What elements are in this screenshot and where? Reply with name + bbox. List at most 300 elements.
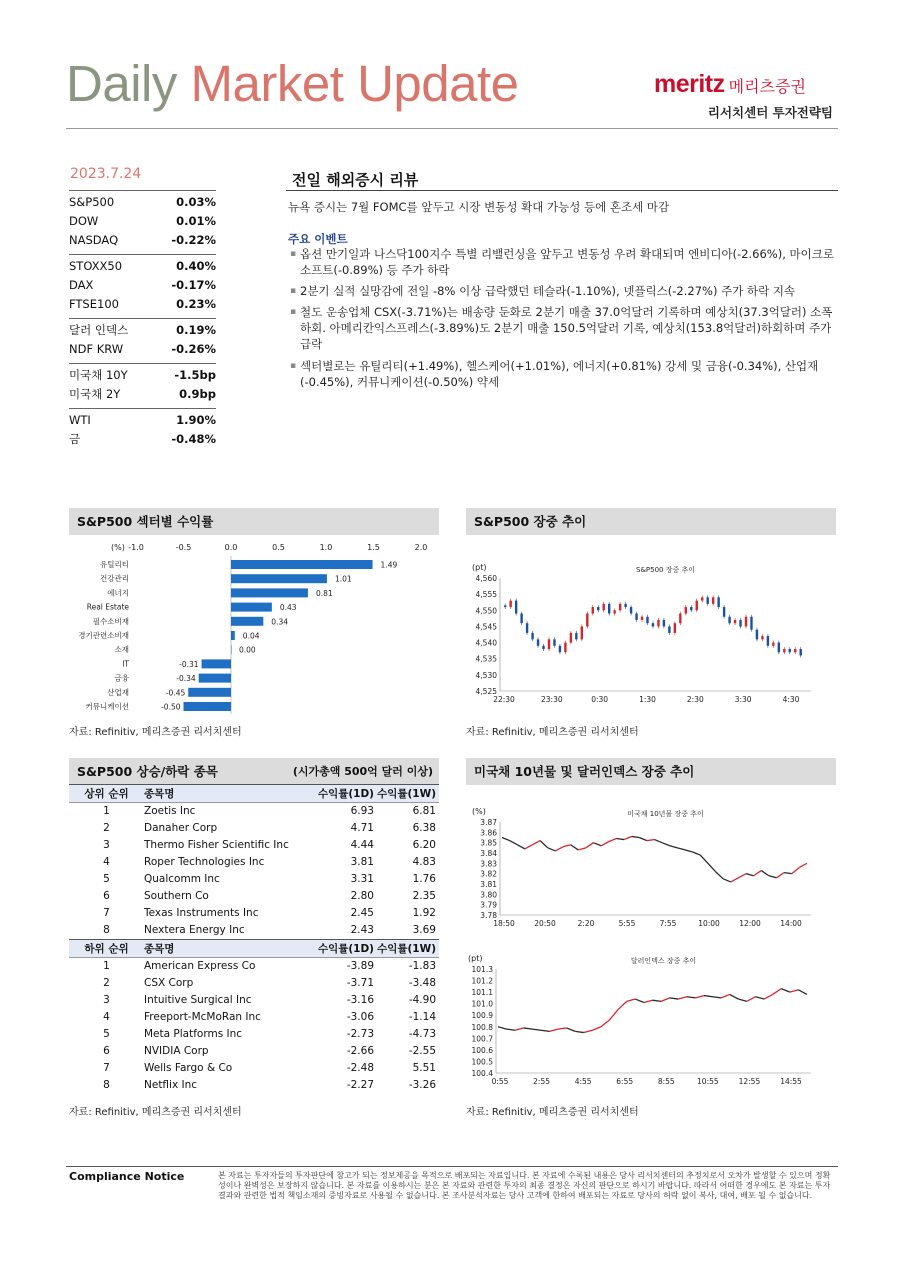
series-segment: [662, 843, 670, 846]
sector-bar: [202, 659, 231, 668]
series-segment: [632, 836, 640, 837]
x-tick-label: 10:55: [697, 1077, 719, 1086]
x-tick-label: 0:55: [491, 1077, 509, 1086]
compliance-notice: 본 자료는 투자자들의 투자판단에 참고가 되는 정보제공을 목적으로 배포되는 자료입니다. 본 자료에 수록된 내용은 당사 리서치센터의 추정치로서 오차가 발생할 수 있으며 정확성이나 완벽성은 보장하지 않습니다. 본 자료를 이용하시는 분은 본 자료와 관련한 투자의 최종 결정은 자신의 판단으로 하시기 바랍니다. 따라서 어떠한 경우에도 본 자료는 투자 결과와 관련한 법적 책임소재의 증빙자료로 사용될 수 없습니다. 본 조사분석자료는 당사 고객에 한하여 배포되는 자료로 당사의 허락 없이 복사, 대여, 배포 될 수 없습니다.: [218, 1171, 831, 1200]
candle-body: [756, 630, 758, 640]
sector-bar: [231, 603, 272, 612]
table-cell: 6.38: [412, 822, 436, 834]
candle-body: [531, 633, 533, 639]
y-tick-label: 3.82: [480, 869, 497, 879]
table-cell: 2: [103, 977, 110, 989]
y-tick-label: 3.84: [480, 849, 497, 858]
series-segment: [524, 1028, 533, 1029]
y-tick-label: 100.6: [471, 1045, 493, 1055]
table-cell: 5: [103, 873, 110, 885]
table-cell: 3.81: [350, 856, 374, 868]
y-tick-label: 4,535: [475, 654, 497, 664]
table-cell: Thermo Fisher Scientific Inc: [144, 839, 289, 851]
table-cell: Meta Platforms Inc: [144, 1028, 243, 1040]
table-row: [69, 1060, 439, 1077]
review-divider: [286, 190, 838, 191]
table-cell: Intuitive Surgical Inc: [144, 994, 252, 1006]
value-label: -0.45: [165, 688, 186, 698]
candle-body: [772, 643, 774, 646]
y-tick-label: 4,525: [475, 687, 497, 696]
series-segment: [738, 999, 747, 1001]
candle-body: [592, 607, 594, 613]
x-tick-label: 0:30: [591, 695, 609, 704]
index-group: [69, 190, 216, 250]
series-segment: [790, 990, 799, 992]
series-segment: [730, 994, 739, 999]
candle-body: [783, 649, 785, 652]
series-segment: [586, 843, 594, 848]
indices-table: [69, 190, 216, 453]
series-segment: [601, 1020, 610, 1027]
table-cell: -3.89: [346, 960, 374, 972]
table-header: [69, 939, 439, 958]
candle-body: [624, 604, 626, 607]
index-value: 0.40%: [176, 259, 216, 273]
column-header: 종목명: [144, 943, 175, 955]
table-cell: 5: [103, 1028, 110, 1040]
candle-body: [734, 620, 736, 623]
table-cell: 1.76: [412, 873, 436, 885]
series-segment: [567, 1028, 576, 1031]
x-tick-label: 10:00: [698, 919, 720, 928]
table-cell: 8: [103, 924, 110, 936]
x-tick-label: 8:55: [657, 1077, 675, 1086]
series-segment: [555, 847, 563, 851]
index-group: [69, 254, 216, 314]
index-row: [69, 411, 216, 430]
table-cell: -2.66: [346, 1045, 374, 1057]
index-row: [69, 430, 216, 449]
table-cell: -3.06: [346, 1011, 374, 1023]
event-bullet: ▪ 옵션 만기일과 나스닥100지수 특별 리밸런싱을 앞두고 변동성 우려 확대되며 엔비디아(-2.66%), 마이크로소프트(-0.89%) 등 주가 하락: [290, 246, 835, 278]
index-row: [69, 366, 216, 385]
series-segment: [792, 867, 800, 873]
table-row: [69, 922, 439, 939]
category-label: 유틸리티: [100, 560, 129, 569]
series-segment: [610, 1009, 619, 1019]
table-row: [69, 905, 439, 922]
table-cell: -3.71: [346, 977, 374, 989]
series-segment: [670, 846, 678, 848]
series-segment: [507, 1029, 516, 1030]
table-cell: Qualcomm Inc: [144, 873, 220, 885]
table-cell: 6.93: [350, 805, 374, 817]
series-segment: [677, 848, 685, 850]
candle-body: [509, 601, 511, 607]
series-segment: [533, 841, 541, 845]
logo-brand: meritz: [654, 70, 725, 98]
table-cell: 3: [103, 994, 110, 1006]
title-word-daily: Daily: [66, 55, 177, 112]
x-tick-label: 1.5: [367, 543, 380, 552]
column-header: 종목명: [144, 788, 175, 800]
series-segment: [721, 994, 730, 997]
series-segment: [609, 839, 617, 842]
candle-body: [641, 617, 643, 620]
x-tick-label: 1:30: [639, 695, 656, 704]
candle-body: [745, 617, 747, 627]
series-segment: [540, 841, 548, 848]
candle-body: [537, 639, 539, 645]
series-segment: [695, 996, 704, 998]
candle-body: [663, 620, 665, 626]
y-tick-label: 100.8: [471, 1022, 493, 1032]
candle-body: [767, 636, 769, 646]
series-segment: [773, 989, 782, 995]
y-tick-label: 3.79: [480, 900, 497, 910]
table-cell: -4.73: [408, 1028, 436, 1040]
table-cell: 1.92: [412, 907, 436, 919]
series-segment: [678, 997, 687, 999]
category-label: 에너지: [107, 588, 129, 598]
y-tick-label: 3.87: [480, 818, 497, 827]
value-label: 0.00: [239, 645, 256, 655]
series-segment: [532, 1029, 541, 1030]
table-cell: Southern Co: [144, 890, 209, 902]
table-cell: -2.73: [346, 1028, 374, 1040]
index-name: S&P500: [69, 195, 115, 209]
y-tick-label: 4,540: [475, 638, 497, 648]
candle-body: [575, 633, 577, 639]
series-segment: [510, 841, 518, 845]
series-segment: [713, 997, 722, 998]
movers-title: S&P500 상승/하락 종목: [77, 764, 218, 779]
series-segment: [627, 999, 636, 1001]
sp500-intraday-chart: [466, 545, 836, 717]
table-cell: 3.31: [350, 873, 374, 885]
candle-body: [696, 601, 698, 611]
category-label: 필수소비재: [92, 616, 129, 626]
y-tick-label: 101.1: [471, 988, 493, 998]
series-segment: [708, 863, 716, 871]
series-segment: [754, 871, 762, 876]
table-row: [69, 958, 439, 975]
series-segment: [498, 1027, 507, 1029]
table-cell: Zoetis Inc: [144, 805, 196, 817]
sector-bar: [199, 674, 231, 683]
axis-unit-label: (%): [472, 807, 486, 816]
series-segment: [746, 874, 754, 876]
category-label: 소재: [114, 645, 129, 655]
candle-body: [526, 623, 528, 633]
table-cell: -2.48: [346, 1062, 374, 1074]
sector-bar: [184, 702, 232, 711]
movers-unit: (시가총액 500억 달러 이상): [292, 765, 433, 778]
column-header: 수익률(1W): [377, 788, 436, 800]
table-cell: CSX Corp: [144, 977, 194, 989]
value-label: 1.01: [334, 574, 352, 584]
x-tick-label: 18:50: [493, 919, 515, 928]
table-cell: Texas Instruments Inc: [144, 907, 259, 919]
index-value: 0.03%: [176, 195, 216, 209]
table-cell: 4: [103, 856, 110, 868]
index-group: [69, 408, 216, 449]
candle-body: [701, 597, 703, 600]
series-segment: [704, 996, 713, 997]
table-cell: 8: [103, 1079, 110, 1091]
y-tick-label: 3.78: [480, 911, 497, 920]
candle-body: [586, 614, 588, 627]
candle-body: [603, 604, 605, 610]
movers-panel-header: [69, 758, 439, 785]
series-segment: [653, 1000, 662, 1001]
index-name: FTSE100: [69, 297, 119, 311]
category-label: 커뮤니케이션: [85, 702, 129, 711]
index-value: -0.48%: [171, 432, 216, 446]
series-segment: [550, 1029, 559, 1031]
candle-body: [778, 643, 780, 653]
table-cell: -4.90: [408, 994, 436, 1006]
table-cell: 7: [103, 907, 110, 919]
column-header: 하위 순위: [84, 943, 129, 955]
index-row: [69, 231, 216, 250]
column-header: 수익률(1D): [317, 788, 374, 800]
y-tick-label: 3.80: [480, 890, 497, 900]
x-tick-label: 14:55: [780, 1077, 802, 1086]
source-note: 자료: Refinitiv, 메리츠증권 리서치센터: [69, 727, 242, 738]
logo-brand-kr: 메리츠증권: [728, 77, 806, 96]
candle-body: [739, 620, 741, 626]
candle-body: [542, 646, 544, 649]
series-segment: [594, 843, 602, 846]
table-row: [69, 1043, 439, 1060]
compliance-label: Compliance Notice: [69, 1170, 185, 1183]
candle-body: [646, 617, 648, 623]
table-cell: 4.71: [350, 822, 374, 834]
table-cell: Nextera Energy Inc: [144, 924, 245, 936]
series-segment: [685, 850, 693, 852]
y-tick-label: 100.7: [471, 1034, 493, 1044]
candle-body: [789, 649, 791, 652]
candle-body: [712, 597, 714, 603]
axis-unit-label: (%): [111, 543, 125, 552]
index-row: [69, 385, 216, 404]
table-cell: -3.48: [408, 977, 436, 989]
y-tick-label: 3.85: [480, 838, 497, 848]
index-row: [69, 212, 216, 231]
value-label: 0.43: [279, 603, 297, 613]
series-segment: [777, 873, 785, 878]
candle-body: [794, 649, 796, 652]
series-segment: [756, 997, 765, 999]
table-cell: -2.55: [408, 1045, 436, 1057]
column-header: 상위 순위: [84, 788, 129, 800]
x-tick-label: 5:55: [618, 919, 636, 928]
y-tick-label: 3.86: [480, 828, 497, 838]
series-segment: [578, 848, 586, 850]
x-tick-label: 0.0: [224, 543, 238, 552]
series-segment: [661, 998, 670, 1001]
rates-panel-header: 미국채 10년물 및 달러인덱스 장중 추이: [466, 758, 836, 785]
series-segment: [687, 997, 696, 998]
x-tick-label: -0.5: [175, 543, 192, 552]
axis-unit-label: (pt): [468, 954, 483, 963]
index-row: [69, 276, 216, 295]
table-row: [69, 837, 439, 854]
y-tick-label: 101.0: [471, 999, 493, 1009]
table-row: [69, 820, 439, 837]
index-row: [69, 295, 216, 314]
candle-body: [559, 646, 561, 652]
x-tick-label: 0.5: [272, 543, 285, 552]
index-name: 달러 인덱스: [69, 323, 129, 337]
series-segment: [558, 1028, 567, 1029]
y-tick-label: 4,530: [475, 670, 497, 680]
x-tick-label: 12:55: [738, 1077, 761, 1086]
index-name: DAX: [69, 278, 94, 292]
series-segment: [563, 845, 571, 847]
table-row: [69, 1009, 439, 1026]
index-value: -1.5bp: [174, 368, 216, 382]
x-tick-label: 4:30: [782, 695, 800, 704]
candle-body: [564, 643, 566, 653]
index-name: WTI: [69, 413, 91, 427]
candle-body: [504, 605, 506, 607]
index-value: -0.17%: [171, 278, 216, 292]
series-segment: [624, 836, 632, 839]
series-segment: [716, 872, 724, 879]
category-label: 산업재: [107, 687, 129, 697]
table-cell: Wells Fargo & Co: [144, 1062, 233, 1074]
index-row: [69, 340, 216, 359]
review-heading: 전일 해외증시 리뷰: [292, 171, 419, 189]
candle-body: [674, 623, 676, 633]
series-segment: [548, 848, 556, 851]
event-bullet: ▪ 섹터별로는 유틸리티(+1.49%), 헬스케어(+1.01%), 에너지(+0.81%) 강세 및 금융(-0.34%), 산업재(-0.45%), 커뮤니케이션(-0.50%) 약세: [290, 358, 835, 390]
candle-body: [668, 626, 670, 632]
candle-body: [800, 649, 802, 655]
event-bullet: ▪ 철도 운송업체 CSX(-3.71%)는 배송량 둔화로 2분기 매출 37.0억달러 기록하며 예상치(37.3억달러) 소폭 하회. 아메리칸익스프레스(-3.89%)도 2분기 매출 150.5억달러 기록, 예상치(153.8억달러)하회하며 주가 급락: [290, 304, 835, 352]
x-tick-label: 4:55: [574, 1077, 592, 1086]
candle-body: [706, 597, 708, 603]
candle-body: [581, 626, 583, 639]
index-group: [69, 318, 216, 359]
index-name: 금: [69, 432, 81, 446]
value-label: 0.81: [315, 588, 333, 598]
source-note: 자료: Refinitiv, 메리츠증권 리서치센터: [466, 1107, 639, 1118]
candle-body: [679, 614, 681, 624]
table-row: [69, 1077, 439, 1094]
index-value: 1.90%: [176, 413, 216, 427]
table-cell: Freeport-McMoRan Inc: [144, 1011, 261, 1023]
sector-bar: [231, 631, 235, 640]
candle-body: [750, 617, 752, 630]
table-cell: 5.51: [412, 1062, 436, 1074]
candle-body: [613, 610, 615, 613]
series-segment: [592, 1027, 601, 1030]
candle-body: [728, 617, 730, 623]
table-cell: 3.69: [412, 924, 436, 936]
candle-body: [657, 620, 659, 626]
table-row: [69, 854, 439, 871]
series-segment: [738, 874, 746, 878]
sector-bar: [231, 645, 232, 654]
y-tick-label: 101.2: [471, 976, 493, 986]
table-cell: 6: [103, 1045, 110, 1057]
x-tick-label: 2:20: [577, 919, 595, 928]
y-tick-label: 4,550: [475, 606, 497, 616]
series-segment: [639, 838, 647, 841]
index-value: 0.9bp: [179, 387, 216, 401]
index-name: 미국채 10Y: [69, 368, 128, 382]
table-row: [69, 975, 439, 992]
x-tick-label: 1.0: [319, 543, 333, 552]
x-tick-label: 14:00: [780, 919, 802, 928]
table-cell: Roper Technologies Inc: [144, 856, 265, 868]
axis-unit-label: (pt): [472, 563, 487, 572]
table-cell: -3.16: [346, 994, 374, 1006]
category-label: Real Estate: [86, 602, 129, 612]
table-cell: Netflix Inc: [144, 1079, 198, 1091]
table-row: [69, 992, 439, 1009]
table-cell: 1: [103, 805, 110, 817]
candle-body: [723, 607, 725, 617]
series-segment: [584, 1030, 593, 1032]
y-tick-label: 100.9: [471, 1011, 493, 1021]
source-note: 자료: Refinitiv, 메리츠증권 리서치센터: [69, 1107, 242, 1118]
candle-body: [630, 607, 632, 613]
sector-panel-header: S&P500 섹터별 수익률: [69, 508, 439, 535]
series-segment: [655, 840, 663, 843]
series-segment: [731, 878, 739, 882]
sp500-panel-header: S&P500 장중 추이: [466, 508, 836, 535]
y-tick-label: 4,560: [475, 574, 497, 583]
category-label: 금융: [114, 673, 129, 683]
series-segment: [616, 839, 624, 840]
candle-body: [761, 636, 763, 639]
y-tick-label: 100.5: [471, 1057, 493, 1067]
index-name: NDF KRW: [69, 342, 124, 356]
table-cell: 4: [103, 1011, 110, 1023]
dxy-chart: [466, 945, 836, 1095]
column-header: 수익률(1W): [377, 943, 436, 955]
x-tick-label: 2:55: [533, 1077, 550, 1086]
source-note: 자료: Refinitiv, 메리츠증권 리서치센터: [466, 727, 639, 738]
team-name: 리서치센터 투자전략팀: [707, 105, 833, 120]
category-label: 건강관리: [100, 574, 129, 584]
report-title: [66, 55, 519, 112]
review-summary: 뉴욕 증시는 7월 FOMC를 앞두고 시장 변동성 확대 가능성 등에 혼조세 마감: [288, 200, 670, 214]
y-tick-label: 4,555: [475, 590, 497, 600]
table-cell: -1.83: [408, 960, 436, 972]
title-word-market-update: Market Update: [190, 55, 519, 112]
footer-divider: [66, 1166, 838, 1167]
index-group: [69, 363, 216, 404]
value-label: 0.34: [271, 617, 289, 627]
candle-body: [520, 614, 522, 624]
sector-bar: [231, 560, 373, 569]
event-bullet: ▪ 2분기 실적 실망감에 전일 -8% 이상 급락했던 테슬라(-1.10%), 넷플릭스(-2.27%) 주가 하락 지속: [290, 283, 835, 299]
candle-body: [597, 607, 599, 610]
candle-body: [548, 639, 550, 649]
series-segment: [525, 845, 533, 849]
table-cell: 2: [103, 822, 110, 834]
table-cell: 2.35: [412, 890, 436, 902]
series-segment: [515, 1028, 524, 1030]
series-segment: [575, 1031, 584, 1032]
candle-body: [553, 639, 555, 645]
series-segment: [647, 840, 655, 841]
candle-body: [515, 601, 517, 614]
table-row: [69, 888, 439, 905]
x-tick-label: 12:00: [739, 919, 761, 928]
value-label: 0.04: [242, 631, 260, 641]
